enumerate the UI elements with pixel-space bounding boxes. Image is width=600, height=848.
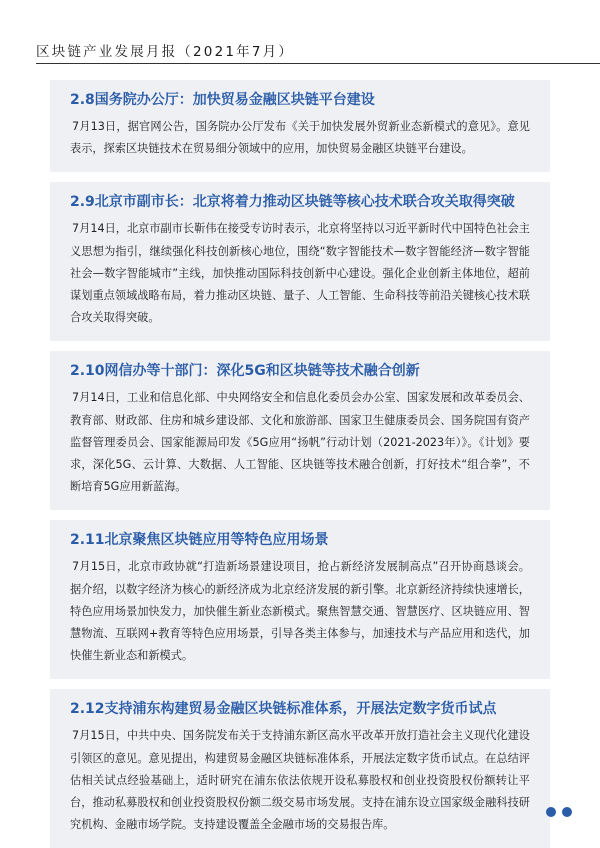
section-heading: 2.12支持浦东构建贸易金融区块链标准体系，开展法定数字货币试点 bbox=[70, 701, 497, 718]
report-header-title: 区块链产业发展月报（2021年7月） bbox=[36, 44, 295, 60]
brand-logo-icon bbox=[546, 807, 556, 817]
section-body: 7月15日，北京市政协就“打造新场景建设项目，抢占新经济发展制高点”召开协商恳谈会。据介绍，以数字经济为核心的新经济成为北京经济发展的新引擎。北京新经济持续快速增长，特色应用场景加快发力，加快催生新业态新模式。聚焦智慧交通、智慧医疗、区块链应用、智慧物流、互联网+教育等特色应用场景，引导各类主体参与，加速技术与产品应用和迭代，加快催生新业态和新模式。 bbox=[70, 560, 530, 663]
news-card-2-10 bbox=[50, 351, 550, 510]
section-heading: 2.9北京市副市长：北京将着力推动区块链等核心技术联合攻关取得突破 bbox=[70, 194, 515, 211]
section-body: 7月15日，中共中央、国务院发布关于支持浦东新区高水平改革开放打造社会主义现代化建设引领区的意见。意见提出，构建贸易金融区块链标准体系，开展法定数字货币试点。在总结评估相关试点经验基础上，适时研究在浦东依法依规开设私募股权和创业投资股权份额转让平台，推动私募股权和创业投资股权份额二级交易市场发展。支持在浦东设立国家级金融科技研究机构、金融市场学院。支持建设覆盖全金融市场的交易报告库。 bbox=[70, 729, 530, 832]
news-card-2-11 bbox=[50, 520, 550, 679]
news-card-2-9 bbox=[50, 182, 550, 341]
report-content bbox=[50, 70, 550, 848]
section-heading: 2.11北京聚焦区块链应用等特色应用场景 bbox=[70, 532, 329, 549]
header-divider bbox=[36, 63, 600, 64]
brand-logo-icon bbox=[562, 807, 572, 817]
section-heading: 2.10网信办等十部门：深化5G和区块链等技术融合创新 bbox=[70, 363, 420, 380]
section-heading: 2.8国务院办公厅：加快贸易金融区块链平台建设 bbox=[70, 92, 375, 108]
news-card-2-12 bbox=[50, 689, 550, 848]
footer-logos bbox=[546, 807, 572, 817]
section-body: 7月14日，工业和信息化部、中央网络安全和信息化委员会办公室、国家发展和改革委员会、教育部、财政部、住房和城乡建设部、文化和旅游部、国家卫生健康委员会、国务院国有资产监督管理委员会、国家能源局印发《5G应用“扬帆”行动计划（2021-2023年）》。《计划》要求，深化5G、云计算、大数据、人工智能、区块链等技术融合创新，打好技术“组合拳”，不断培育5G应用新蓝海。 bbox=[70, 391, 530, 494]
section-body: 7月14日，北京市副市长靳伟在接受专访时表示，北京将坚持以习近平新时代中国特色社会主义思想为指引，继续强化科技创新核心地位，围绕“数字智能技术—数字智能经济—数字智能社会—数字智能城市”主线，加快推动国际科技创新中心建设。强化企业创新主体地位，超前谋划重点领域战略布局，着力推动区块链、量子、人工智能、生命科技等前沿关键核心技术联合攻关取得突破。 bbox=[70, 222, 530, 325]
news-card-2-8 bbox=[50, 80, 550, 172]
section-body: 7月13日，据官网公告，国务院办公厅发布《关于加快发展外贸新业态新模式的意见》。意见表示，探索区块链技术在贸易细分领域中的应用，加快贸易金融区块链平台建设。 bbox=[70, 120, 530, 156]
